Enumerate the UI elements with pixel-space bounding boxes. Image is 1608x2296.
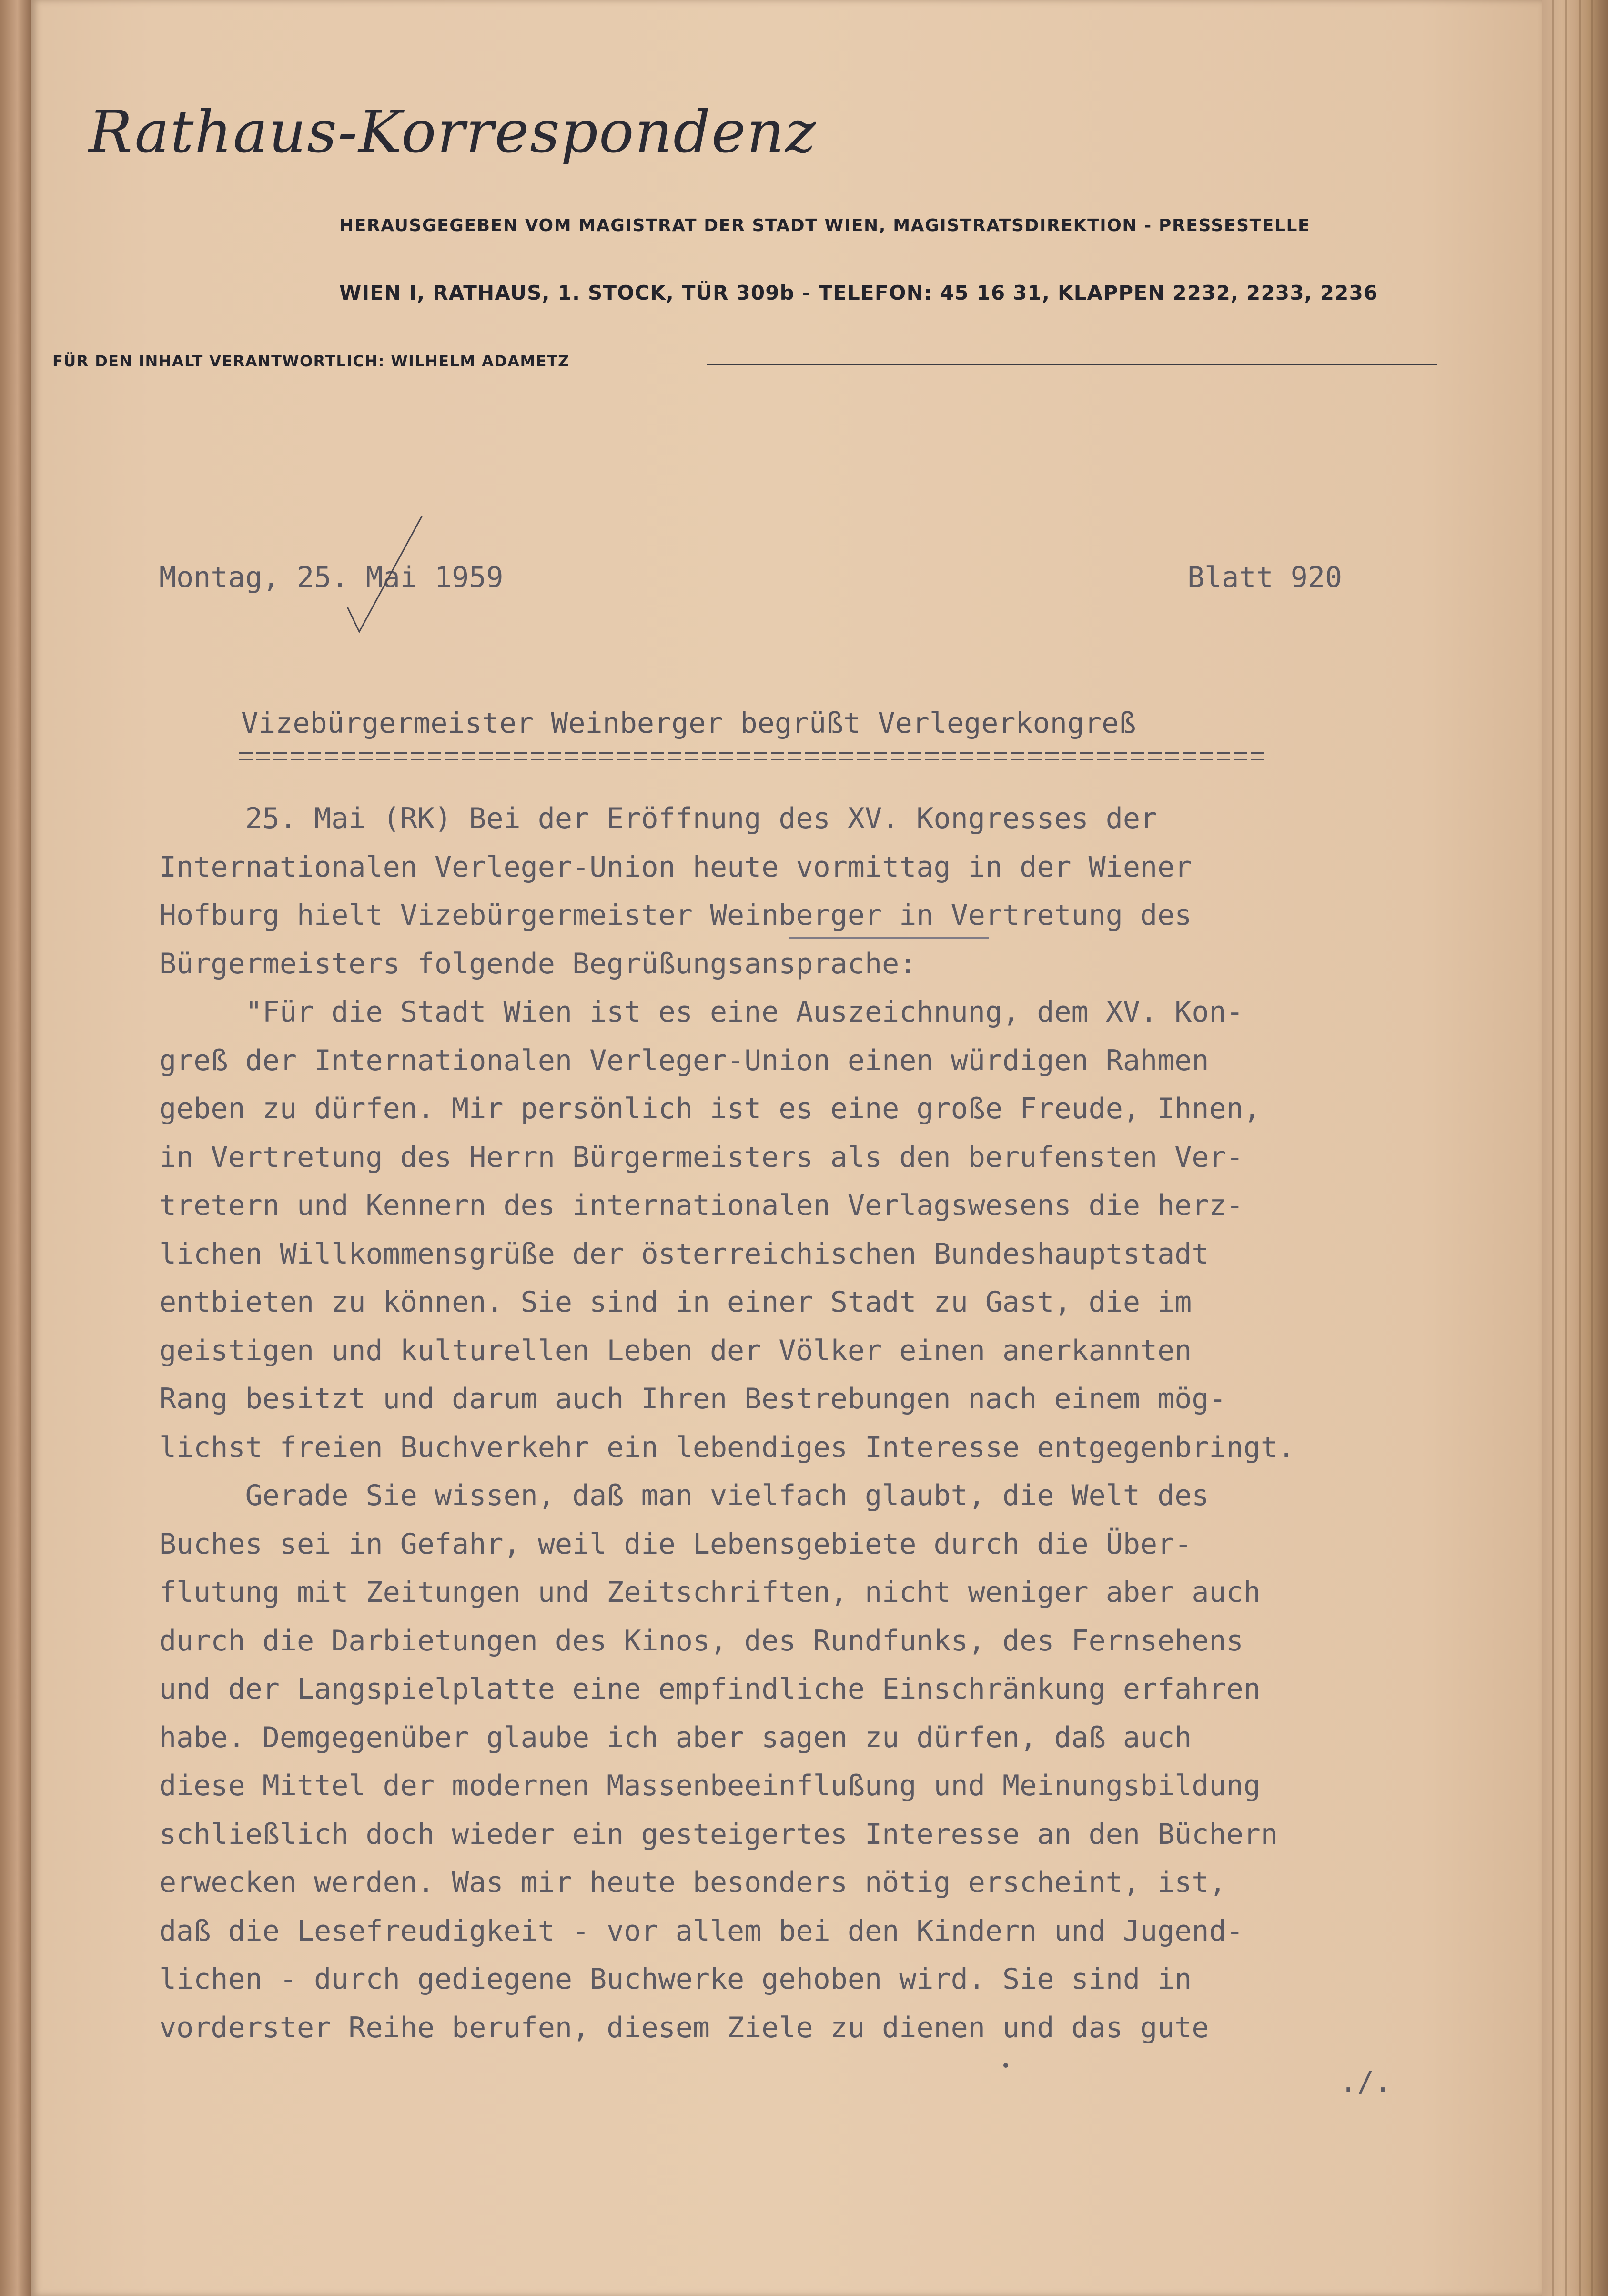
name-underline <box>789 937 989 939</box>
continuation-mark: ./. <box>1340 2065 1392 2099</box>
headline-double-underline <box>239 752 1266 761</box>
body-text-line: und der Langspielplatte eine empfindliche Einschränkung erfahren <box>159 1672 1261 1706</box>
body-text-line: 25. Mai (RK) Bei der Eröffnung des XV. Kongresses der <box>159 802 1158 835</box>
body-text-line: schließlich doch wieder ein gesteigertes Interesse an den Büchern <box>159 1818 1278 1851</box>
body-text-line: in Vertretung des Herrn Bürgermeisters als den berufensten Ver- <box>159 1141 1244 1174</box>
sheet-number: Blatt 920 <box>1187 561 1343 594</box>
dateline: Montag, 25. Mai 1959 <box>159 561 504 594</box>
body-text-line: Rang besitzt und darum auch Ihren Bestrebungen nach einem mög- <box>159 1382 1226 1416</box>
body-text-line: geistigen und kulturellen Leben der Völker einen anerkannten <box>159 1334 1192 1367</box>
body-text-line: tretern und Kennern des internationalen Verlagswesens die herz- <box>159 1189 1244 1222</box>
publisher-line: HERAUSGEGEBEN VOM MAGISTRAT DER STADT WIEN, MAGISTRATSDIREKTION - PRESSESTELLE <box>339 216 1311 235</box>
body-text-line: "Für die Stadt Wien ist es eine Auszeichnung, dem XV. Kon- <box>159 995 1244 1029</box>
body-text-line: habe. Demgegenüber glaube ich aber sagen zu dürfen, daß auch <box>159 1721 1192 1754</box>
body-text-line: Internationalen Verleger-Union heute vormittag in der Wiener <box>159 850 1192 884</box>
body-text-line: Hofburg hielt Vizebürgermeister Weinberger in Vertretung des <box>159 899 1192 932</box>
article-headline: Vizebürgermeister Weinberger begrüßt Verlegerkongreß <box>241 707 1136 740</box>
body-text-line: Bürgermeisters folgende Begrüßungsansprache: <box>159 947 917 981</box>
body-text-line: lichen - durch gediegene Buchwerke gehoben wird. Sie sind in <box>159 1962 1192 1996</box>
body-text-line: lichen Willkommensgrüße der österreichischen Bundeshauptstadt <box>159 1237 1209 1271</box>
body-text-line: geben zu dürfen. Mir persönlich ist es eine große Freude, Ihnen, <box>159 1092 1261 1125</box>
previous-page-edge <box>0 0 31 2296</box>
body-text-line: greß der Internationalen Verleger-Union einen würdigen Rahmen <box>159 1044 1209 1077</box>
page-stack-edge <box>1542 0 1608 2296</box>
body-text-line: vorderster Reihe berufen, diesem Ziele zu dienen und das gute <box>159 2011 1209 2044</box>
body-text-line: durch die Darbietungen des Kinos, des Rundfunks, des Fernsehens <box>159 1624 1244 1658</box>
ink-speck <box>1003 2063 1008 2068</box>
body-text-line: Buches sei in Gefahr, weil die Lebensgebiete durch die Über- <box>159 1527 1192 1561</box>
body-text-line: daß die Lesefreudigkeit - vor allem bei den Kindern und Jugend- <box>159 1914 1244 1948</box>
masthead-title: Rathaus-Korrespondenz <box>89 98 817 166</box>
responsible-editor-line: FÜR DEN INHALT VERANTWORTLICH: WILHELM ADAMETZ <box>52 352 570 370</box>
body-text-line: entbieten zu können. Sie sind in einer Stadt zu Gast, die im <box>159 1285 1192 1319</box>
body-text-line: flutung mit Zeitungen und Zeitschriften, nicht weniger aber auch <box>159 1576 1261 1609</box>
body-text-line: lichst freien Buchverkehr ein lebendiges Interesse entgegenbringt. <box>159 1431 1295 1464</box>
body-text-line: diese Mittel der modernen Massenbeeinflußung und Meinungsbildung <box>159 1769 1261 1802</box>
pencil-check-mark <box>329 515 424 634</box>
address-line: WIEN I, RATHAUS, 1. STOCK, TÜR 309b - TELEFON: 45 16 31, KLAPPEN 2232, 2233, 2236 <box>339 281 1378 304</box>
letterhead-rule <box>707 364 1437 365</box>
body-text-line: erwecken werden. Was mir heute besonders nötig erscheint, ist, <box>159 1866 1226 1899</box>
body-text-line: Gerade Sie wissen, daß man vielfach glaubt, die Welt des <box>159 1479 1209 1512</box>
